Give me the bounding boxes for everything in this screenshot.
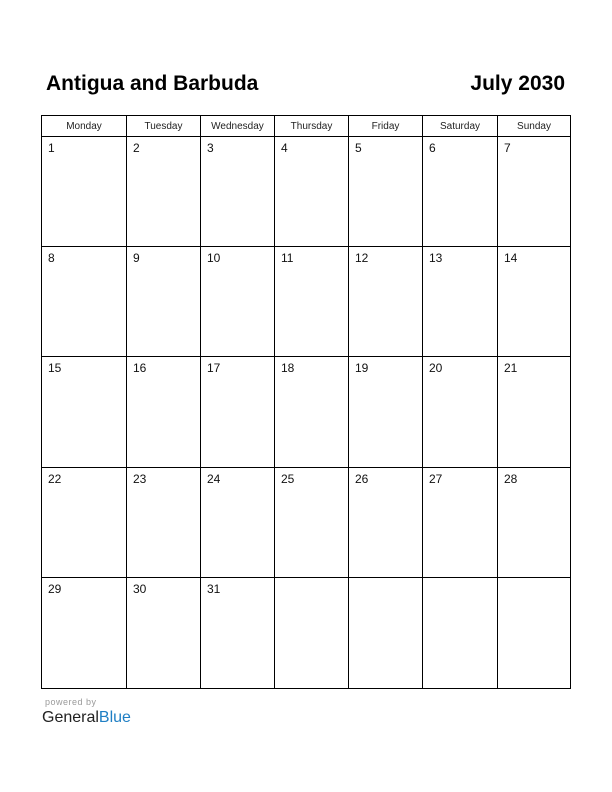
- weekday-header: Monday: [42, 116, 127, 137]
- weekday-header: Friday: [349, 116, 423, 137]
- day-cell: 16: [127, 357, 201, 468]
- day-cell: 20: [423, 357, 498, 468]
- generalblue-logo: [42, 709, 131, 727]
- day-cell: 2: [127, 137, 201, 247]
- logo-blue-text: Blue: [98, 709, 131, 726]
- weekday-header: Thursday: [275, 116, 349, 137]
- day-cell: [275, 578, 349, 688]
- day-cell: 24: [201, 468, 275, 578]
- day-cell: 12: [349, 247, 423, 357]
- day-cell: 22: [42, 468, 127, 578]
- day-cell: [423, 578, 498, 688]
- day-cell: 7: [498, 137, 570, 247]
- day-cell: 9: [127, 247, 201, 357]
- day-cell: 19: [349, 357, 423, 468]
- day-cell: 17: [201, 357, 275, 468]
- day-cell: 27: [423, 468, 498, 578]
- day-cell: 31: [201, 578, 275, 688]
- day-cell: 14: [498, 247, 570, 357]
- calendar-grid: [41, 115, 571, 689]
- weekday-header: Wednesday: [201, 116, 275, 137]
- day-cell: 13: [423, 247, 498, 357]
- day-cell: 18: [275, 357, 349, 468]
- day-cell: 6: [423, 137, 498, 247]
- day-cell: 1: [42, 137, 127, 247]
- day-cell: 29: [42, 578, 127, 688]
- day-cell: 15: [42, 357, 127, 468]
- day-cell: 5: [349, 137, 423, 247]
- day-cell: 21: [498, 357, 570, 468]
- day-cell: 4: [275, 137, 349, 247]
- day-cell: 11: [275, 247, 349, 357]
- powered-by-text: powered by: [45, 697, 97, 707]
- logo-general-text: General: [42, 709, 99, 726]
- country-title: Antigua and Barbuda: [46, 72, 259, 95]
- month-year-title: July 2030: [470, 72, 565, 95]
- day-cell: [349, 578, 423, 688]
- day-cell: [498, 578, 570, 688]
- day-cell: 30: [127, 578, 201, 688]
- weekday-header: Tuesday: [127, 116, 201, 137]
- day-cell: 10: [201, 247, 275, 357]
- day-cell: 3: [201, 137, 275, 247]
- day-cell: 26: [349, 468, 423, 578]
- day-cell: 23: [127, 468, 201, 578]
- day-cell: 25: [275, 468, 349, 578]
- weekday-header: Sunday: [498, 116, 570, 137]
- day-cell: 28: [498, 468, 570, 578]
- weekday-header: Saturday: [423, 116, 498, 137]
- day-cell: 8: [42, 247, 127, 357]
